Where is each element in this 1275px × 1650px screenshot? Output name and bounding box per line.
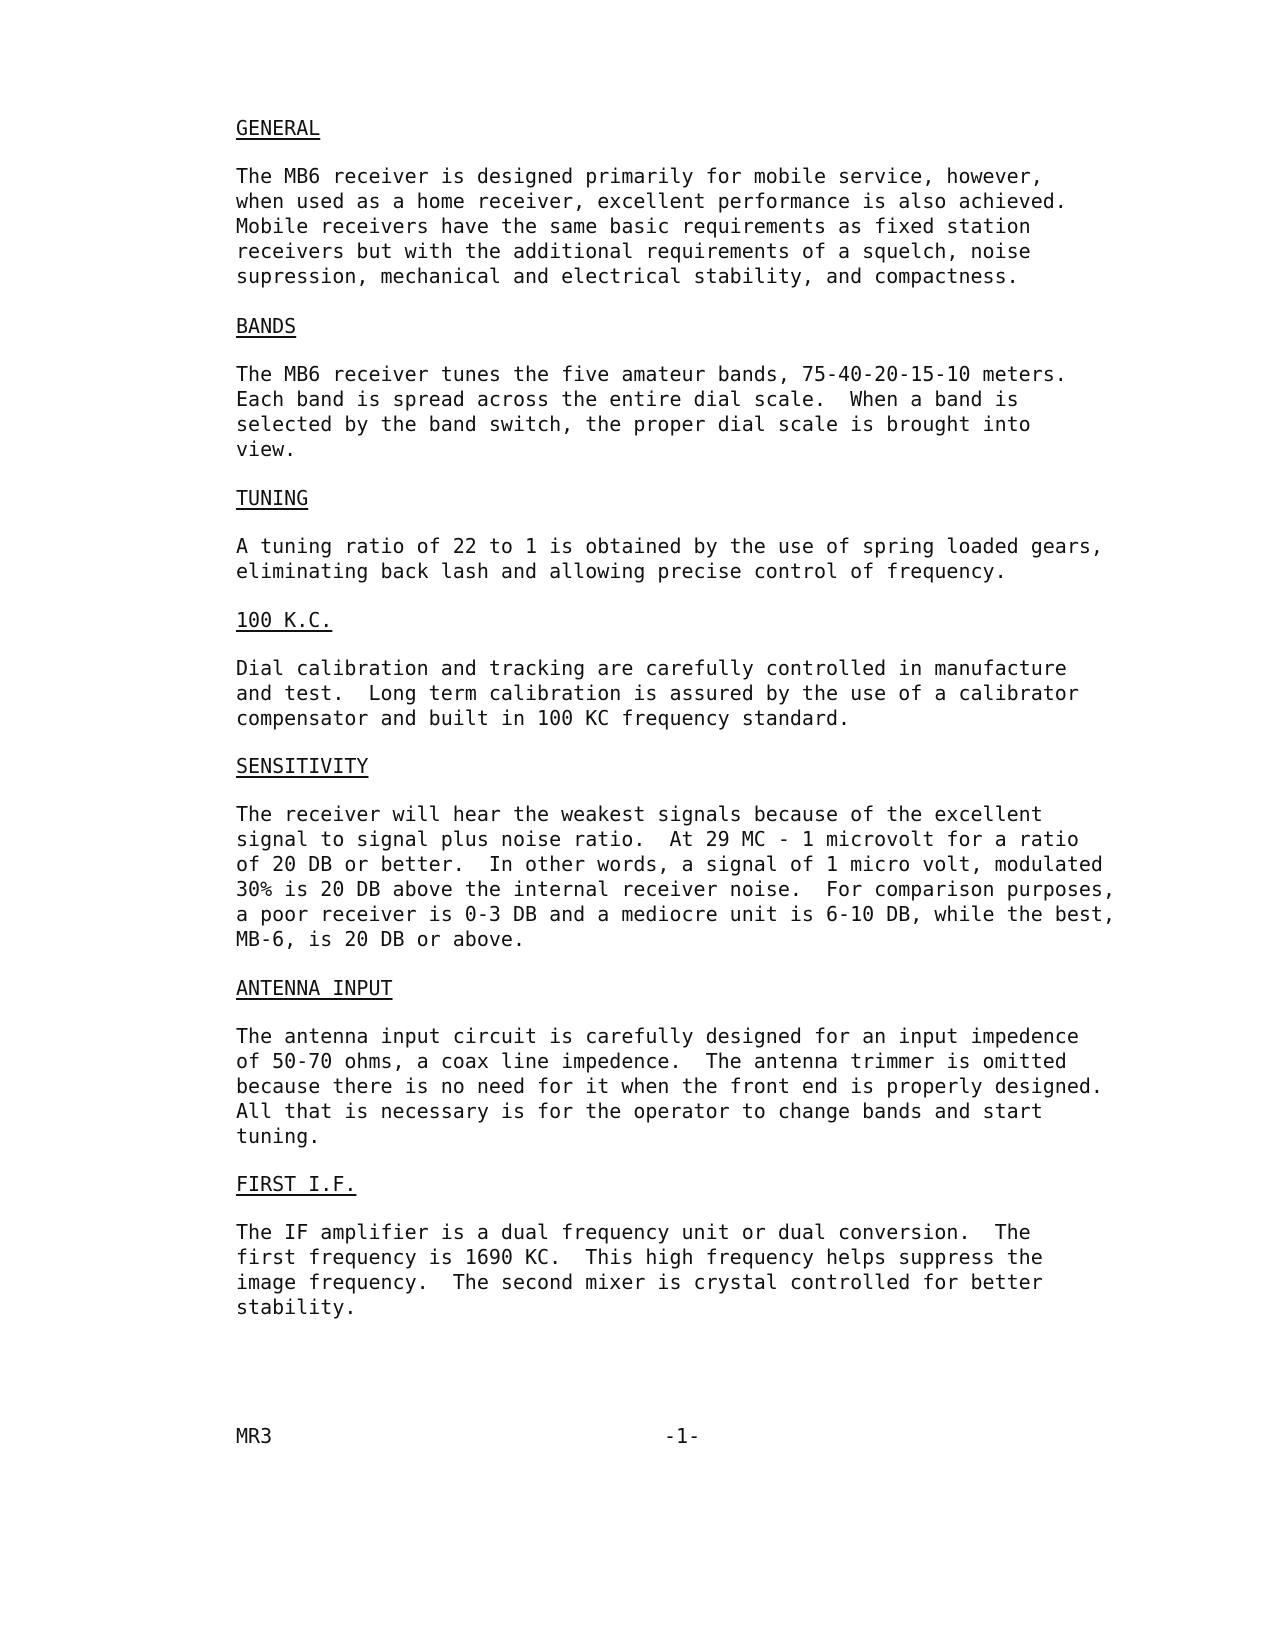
- text-line: Dial calibration and tracking are carefully controlled in manufacture: [236, 656, 1067, 680]
- section-paragraph: [236, 164, 1166, 289]
- text-line: a poor receiver is 0-3 DB and a mediocre unit is 6-10 DB, while the best,: [236, 902, 1115, 926]
- text-line: The MB6 receiver tunes the five amateur bands, 75-40-20-15-10 meters.: [236, 362, 1067, 386]
- text-line: and test. Long term calibration is assured by the use of a calibrator: [236, 681, 1079, 705]
- section-paragraph: [236, 802, 1166, 952]
- text-line: compensator and built in 100 KC frequency standard.: [236, 706, 851, 730]
- section-paragraph: [236, 534, 1166, 584]
- section-heading: TUNING: [236, 486, 309, 510]
- section-first-if: [236, 1172, 1166, 1320]
- text-line: receivers but with the additional requirements of a squelch, noise: [236, 239, 1031, 263]
- section-paragraph: [236, 1220, 1166, 1320]
- section-antenna-input: [236, 976, 1166, 1149]
- text-line: The MB6 receiver is designed primarily for mobile service, however,: [236, 164, 1043, 188]
- text-line: eliminating back lash and allowing precise control of frequency.: [236, 559, 1007, 583]
- text-line: first frequency is 1690 KC. This high frequency helps suppress the: [236, 1245, 1043, 1269]
- section-paragraph: [236, 656, 1166, 731]
- text-line: image frequency. The second mixer is crystal controlled for better: [236, 1270, 1043, 1294]
- text-line: because there is no need for it when the front end is properly designed.: [236, 1074, 1103, 1098]
- footer-page-number: -1-: [664, 1424, 701, 1448]
- text-line: view.: [236, 437, 297, 461]
- text-line: All that is necessary is for the operator to change bands and start: [236, 1099, 1043, 1123]
- text-line: MB-6, is 20 DB or above.: [236, 927, 525, 951]
- text-line: stability.: [236, 1295, 357, 1319]
- section-heading: SENSITIVITY: [236, 754, 369, 778]
- section-general: [236, 116, 1166, 289]
- section-100kc: [236, 608, 1166, 731]
- section-paragraph: [236, 362, 1166, 462]
- text-line: Each band is spread across the entire dial scale. When a band is: [236, 387, 1019, 411]
- text-line: when used as a home receiver, excellent performance is also achieved.: [236, 189, 1067, 213]
- section-paragraph: [236, 1024, 1166, 1149]
- section-heading: FIRST I.F.: [236, 1172, 357, 1196]
- text-line: tuning.: [236, 1124, 321, 1148]
- section-tuning: [236, 486, 1166, 584]
- section-heading: BANDS: [236, 314, 297, 338]
- text-line: signal to signal plus noise ratio. At 29 MC - 1 microvolt for a ratio: [236, 827, 1079, 851]
- text-line: The IF amplifier is a dual frequency unit or dual conversion. The: [236, 1220, 1031, 1244]
- section-heading: 100 K.C.: [236, 608, 333, 632]
- text-line: A tuning ratio of 22 to 1 is obtained by the use of spring loaded gears,: [236, 534, 1103, 558]
- section-heading: GENERAL: [236, 116, 321, 140]
- text-line: Mobile receivers have the same basic requirements as fixed station: [236, 214, 1031, 238]
- section-sensitivity: [236, 754, 1166, 952]
- text-line: of 20 DB or better. In other words, a signal of 1 micro volt, modulated: [236, 852, 1103, 876]
- section-heading: ANTENNA INPUT: [236, 976, 393, 1000]
- text-line: The antenna input circuit is carefully designed for an input impedence: [236, 1024, 1079, 1048]
- text-line: The receiver will hear the weakest signals because of the excellent: [236, 802, 1043, 826]
- text-line: selected by the band switch, the proper dial scale is brought into: [236, 412, 1031, 436]
- text-line: 30% is 20 DB above the internal receiver noise. For comparison purposes,: [236, 877, 1115, 901]
- footer-document-code: MR3: [236, 1424, 273, 1448]
- text-line: supression, mechanical and electrical stability, and compactness.: [236, 264, 1019, 288]
- section-bands: [236, 314, 1166, 462]
- text-line: of 50-70 ohms, a coax line impedence. The antenna trimmer is omitted: [236, 1049, 1067, 1073]
